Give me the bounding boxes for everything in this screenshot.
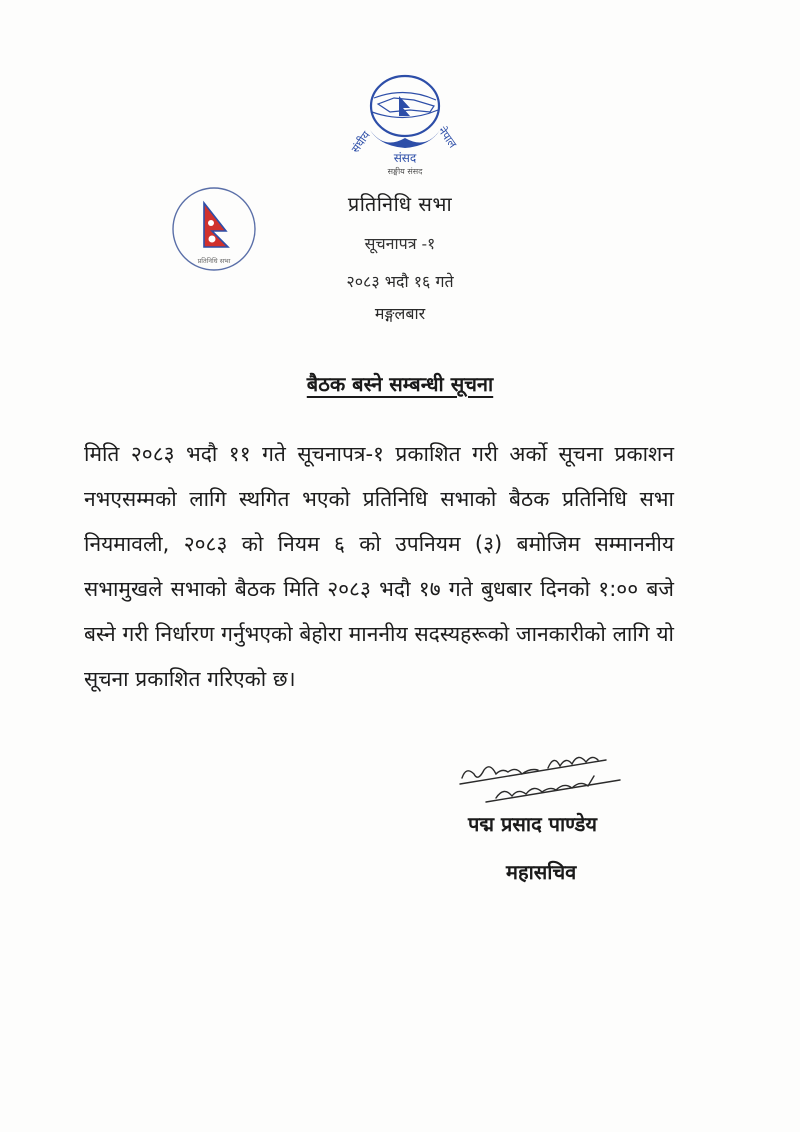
svg-text:संसद: संसद bbox=[393, 151, 417, 165]
organization-title: प्रतिनिधि सभा bbox=[347, 192, 453, 216]
notice-number: सूचनापत्र -१ bbox=[364, 234, 436, 253]
notice-date: २०८३ भदौ १६ गते bbox=[346, 272, 454, 291]
parliament-emblem-icon bbox=[344, 68, 466, 180]
signer-title: महासचिव bbox=[506, 860, 577, 884]
svg-text:प्रतिनिधि सभा: प्रतिनिधि सभा bbox=[197, 257, 231, 265]
notice-weekday: मङ्गलबार bbox=[374, 304, 426, 323]
svg-text:संघीय: संघीय bbox=[348, 128, 373, 156]
notice-subject bbox=[0, 370, 800, 397]
svg-text:सङ्घीय संसद: सङ्घीय संसद bbox=[387, 167, 423, 176]
svg-text:नेपाल: नेपाल bbox=[435, 124, 460, 151]
notice-subject-text: बैठक बस्ने सम्बन्धी सूचना bbox=[306, 372, 494, 396]
signer-name: पद्म प्रसाद पाण्डेय bbox=[468, 812, 597, 836]
handwritten-signature bbox=[456, 740, 636, 812]
notice-body: मिति २०८३ भदौ ११ गते सूचनापत्र-१ प्रकाशित गरी अर्को सूचना प्रकाशन नभएसम्मको लागि स्थगित भएको प्रतिनिधि सभाको बैठक प्रतिनिधि सभा नियमावली, २०८३ को नियम ६ को उपनियम (३) बमोजिम सम्माननीय सभामुखले सभाको बैठक मिति २०८३ भदौ १७ गते बुधबार दिनको १:०० बजे बस्ने गरी निर्धारण गर्नुभएको बेहोरा माननीय सदस्यहरूको जानकारीको लागि यो सूचना प्रकाशित गरिएको छ। bbox=[84, 442, 674, 691]
